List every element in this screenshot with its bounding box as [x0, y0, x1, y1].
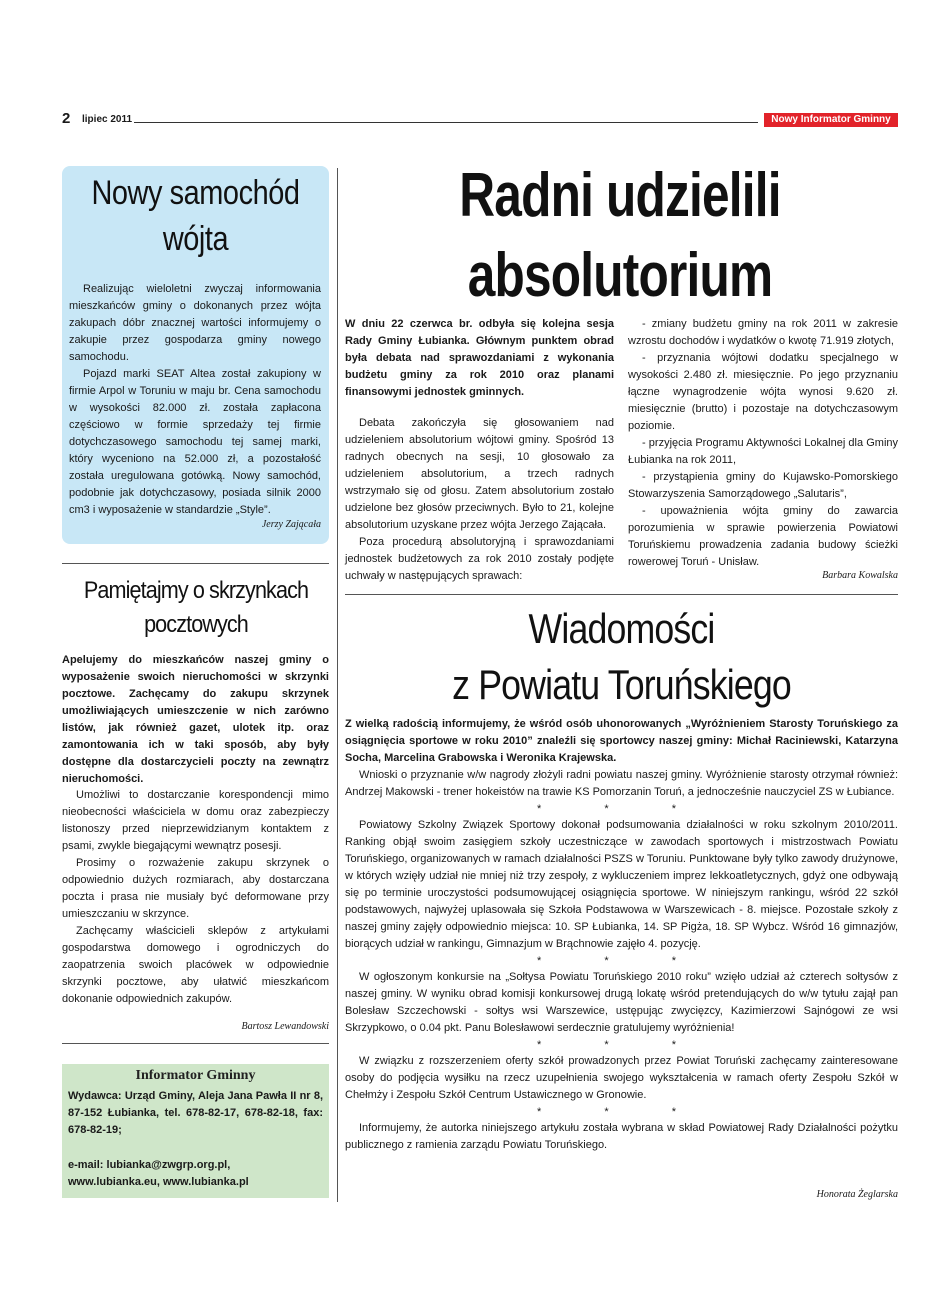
- council-article-list: [628, 316, 898, 571]
- car-article-body: [69, 281, 321, 519]
- car-article-author: Jerzy Zającała: [261, 519, 321, 530]
- car-article-box: [62, 166, 329, 544]
- county-paragraph: Wnioski o przyznanie w/w nagrody złożyli radni powiatu naszej gminy. Wyróżnienie starosty otrzymał również: Andrzej Makowski - trener hokeistów na trawie KS Pomorzanin Toruń, a jednocześnie nauczyciel ZS w Łubiance.: [345, 769, 898, 798]
- council-article-author: Barbara Kowalska: [822, 570, 898, 581]
- county-paragraph: W związku z rozszerzeniem oferty szkół prowadzonych przez Powiat Toruński zachęcamy zainteresowane osoby do podjęcia wysiłku na rzecz uzupełnienia swojego wykształcenia w ramach oferty Zespołu Szkół w Chełmży i Zespołu Szkół Centrum Ustawicznego w Gronowie.: [345, 1055, 898, 1101]
- council-article-lead: W dniu 22 czerwca br. odbyła się kolejna sesja Rady Gminy Łubianka. Głównym punktem obrad była debata nad sprawozdaniami z wykonania budżetu gminy za rok 2010 oraz planami finansowymi jednostek gminnych.: [345, 318, 614, 398]
- section-separator: * * *: [537, 955, 706, 967]
- county-paragraph: Informujemy, że autorka niniejszego artykułu została wybrana w skład Powiatowej Rady Działalności pożytku publicznego z ramienia zarządu Powiatu Toruńskiego.: [345, 1122, 898, 1151]
- car-paragraph: Pojazd marki SEAT Altea został zakupiony w firmie Arpol w Toruniu w maju br. Cena samochodu w wysokości 82.000 zł. została zapłacona częściowo w formie sprzedaży tej firmie dotychczasowego samochodu tej samej marki, który wyceniono na 52.000 zł, a pozostałość została uregulowana gotówką. Nowy samochód, podobnie jak dotychczasowy, posiada silnik 2000 cm3 i wyposażenie w standardzie „Style”.: [69, 368, 321, 516]
- publication-badge: Nowy Informator Gminny: [764, 113, 898, 127]
- imprint-publisher: Wydawca: Urząd Gminy, Aleja Jana Pawła II nr 8, 87-152 Łubianka, tel. 678-82-17, 678-82-18, fax: 678-82-19;: [68, 1090, 323, 1136]
- council-list-item: - upoważnienia wójta gminy do zawarcia porozumienia w sprawie powierzenia Powiatowi Toruńskiemu prowadzenia zadania budowy ścieżki rowerowej Toruń - Unisław.: [628, 505, 898, 568]
- imprint-title: Informator Gminny: [135, 1068, 256, 1083]
- car-article-title: Nowy samochód wójta: [91, 174, 300, 258]
- imprint-www: www.lubianka.eu, www.lubianka.pl: [68, 1176, 249, 1188]
- header-rule: [134, 122, 758, 123]
- imprint-box: [62, 1064, 329, 1198]
- mail-article-body: [62, 787, 329, 1008]
- county-article-author: Honorata Żeglarska: [816, 1189, 898, 1200]
- rule-council-bottom: [345, 594, 898, 595]
- county-article-body: [345, 767, 898, 1154]
- mail-paragraph: Zachęcamy właścicieli sklepów z artykułami gospodarstwa domowego i ogrodniczych do zaopatrzenia swoich placówek w odpowiednie skrzynki pocztowe, aby ułatwić mieszkańcom dokonanie odpowiednich zakupów.: [62, 925, 329, 1005]
- council-article-body: [345, 415, 614, 585]
- rule-mail-top: [62, 563, 329, 564]
- rule-mail-bottom: [62, 1043, 329, 1044]
- section-separator: * * *: [537, 1106, 706, 1118]
- council-paragraph: Poza procedurą absolutoryjną i sprawozdaniami jednostek budżetowych za rok 2010 zostały podjęte uchwały w następujących sprawach:: [345, 536, 614, 582]
- council-article-title: Radni udzielili absolutorium: [459, 161, 781, 310]
- county-article-lead: Z wielką radością informujemy, że wśród osób uhonorowanych „Wyróżnieniem Starosty Toruńskiego za osiągnięcia sportowe w roku 2010” znaleźli się sportowcy naszej gminy: Michał Raciniewski, Katarzyna Socha, Marcelina Grabowska i Weronika Krajewska.: [345, 718, 898, 764]
- mail-article-author: Bartosz Lewandowski: [241, 1021, 329, 1032]
- section-separator: * * *: [537, 1039, 706, 1051]
- county-article-title-line2: z Powiatu Toruńskiego: [452, 661, 791, 708]
- council-list-item: - przyjęcia Programu Aktywności Lokalnej dla Gminy Łubianka na rok 2011,: [628, 437, 898, 466]
- imprint-email: e-mail: lubianka@zwgrp.org.pl,: [68, 1159, 231, 1171]
- mail-paragraph: Umożliwi to dostarczanie korespondencji mimo nieobecności właściciela w domu oraz zabezpieczy listonoszy przed nieprzewidzianym kontaktem z psami, zwykle biegającymi wewnątrz posesji.: [62, 789, 329, 852]
- page-header: [62, 111, 898, 129]
- mail-article-lead: Apelujemy do mieszkańców naszej gminy o wyposażenie swoich nieruchomości w skrzynki pocztowe. Zachęcamy do zakupu skrzynek umożliwiających umieszczenie w nich zarówno listów, jak również gazet, ulotek itp. oraz zamontowania ich w taki sposób, aby były dostępne dla dostarczycieli poczty na zewnątrz nieruchomości.: [62, 654, 329, 785]
- issue-date: lipiec 2011: [82, 114, 133, 125]
- mail-article-title: Pamiętajmy o skrzynkach pocztowych: [83, 577, 309, 638]
- county-paragraph: W ogłoszonym konkursie na „Sołtysa Powiatu Toruńskiego 2010 roku” wzięło udział aż czterech sołtysów z naszej gminy. W wyniku obrad komisji konkursowej drugą lokatę wśród pretendujących do w/w tytułu zajął pan Bolesław Szczechowski - sołtys wsi Warszewice, ustępując zwycięzcy, Kazimierzowi Sajnógowi ze wsi Skrzypkowo, o 0.04 pkt. Panu Bolesławowi serdecznie gratulujemy wyróżnienia!: [345, 971, 898, 1034]
- council-paragraph: Debata zakończyła się głosowaniem nad udzieleniem absolutorium wójtowi gminy. Spośród 13 radnych obecnych na sesji, 10 głosowało za udzieleniem absolutorium, a trzech radnych wstrzymało się od głosu. Zatem absolutorium zostało udzielone bez głosów przeciwnych. Było to 21, kolejne absolutorium uzyskane przez wójta Jerzego Zającała.: [345, 417, 614, 531]
- page-number: 2: [62, 110, 71, 127]
- county-article-title-line1: Wiadomości: [528, 605, 715, 652]
- council-list-item: - przystąpienia gminy do Kujawsko-Pomorskiego Stowarzyszenia Samorządowego „Salutaris”,: [628, 471, 898, 500]
- council-list-item: - przyznania wójtowi dodatku specjalnego w wysokości 2.480 zł. miesięcznie. Po jego przyznaniu łączne wynagrodzenie wójta wynosi 9.620 zł. miesięcznie (brutto) i pozostaje na dotychczasowym poziomie.: [628, 352, 898, 432]
- car-paragraph: Realizując wieloletni zwyczaj informowania mieszkańców gminy o dokonanych przez wójta zakupach dóbr znacznej wartości informujemy o zakupie przez gospodarza gminy nowego samochodu.: [69, 283, 321, 363]
- county-paragraph: Powiatowy Szkolny Związek Sportowy dokonał podsumowania działalności w roku szkolnym 2010/2011. Ranking objął swoim zasięgiem szkoły uczestniczące w zawodach sportowych i mistrzostwach Powiatu Toruńskiego, organizowanych w ramach działalności PSZS w Toruniu. Punktowane były tylko zawody drużynowe, w których wzięły udział nie mniej niż trzy zespoły, z wykluczeniem imprez lekkoatletycznych, gdyż one odbywają się po terminie uroczystości podsumowującej osiągnięcia sportowe. W niniejszym rankingu, wśród 22 szkół podstawowych, najwyżej uplasowała się Szkoła Podstawowa w Warszewicach - 8. miejsce. Pozostałe szkoły z naszej gminy zajęły odpowiednio miejsca: 10. SP Łubianka, 14. SP Pigża, 18. SP Wybcz. Wśród 16 gimnazjów, biorących udział w rankingu, Gimnazjum w Brąchnowie zajęło 4. pozycję.: [345, 819, 898, 950]
- council-list-item: - zmiany budżetu gminy na rok 2011 w zakresie wzrostu dochodów i wydatków o kwotę 71.919 złotych,: [628, 318, 898, 347]
- column-divider: [337, 168, 338, 1202]
- mail-paragraph: Prosimy o rozważenie zakupu skrzynek o odpowiednio dużych rozmiarach, aby dostarczana poczta i prasa nie musiały być deformowane przy umieszczaniu w skrzynce.: [62, 857, 329, 920]
- section-separator: * * *: [537, 803, 706, 815]
